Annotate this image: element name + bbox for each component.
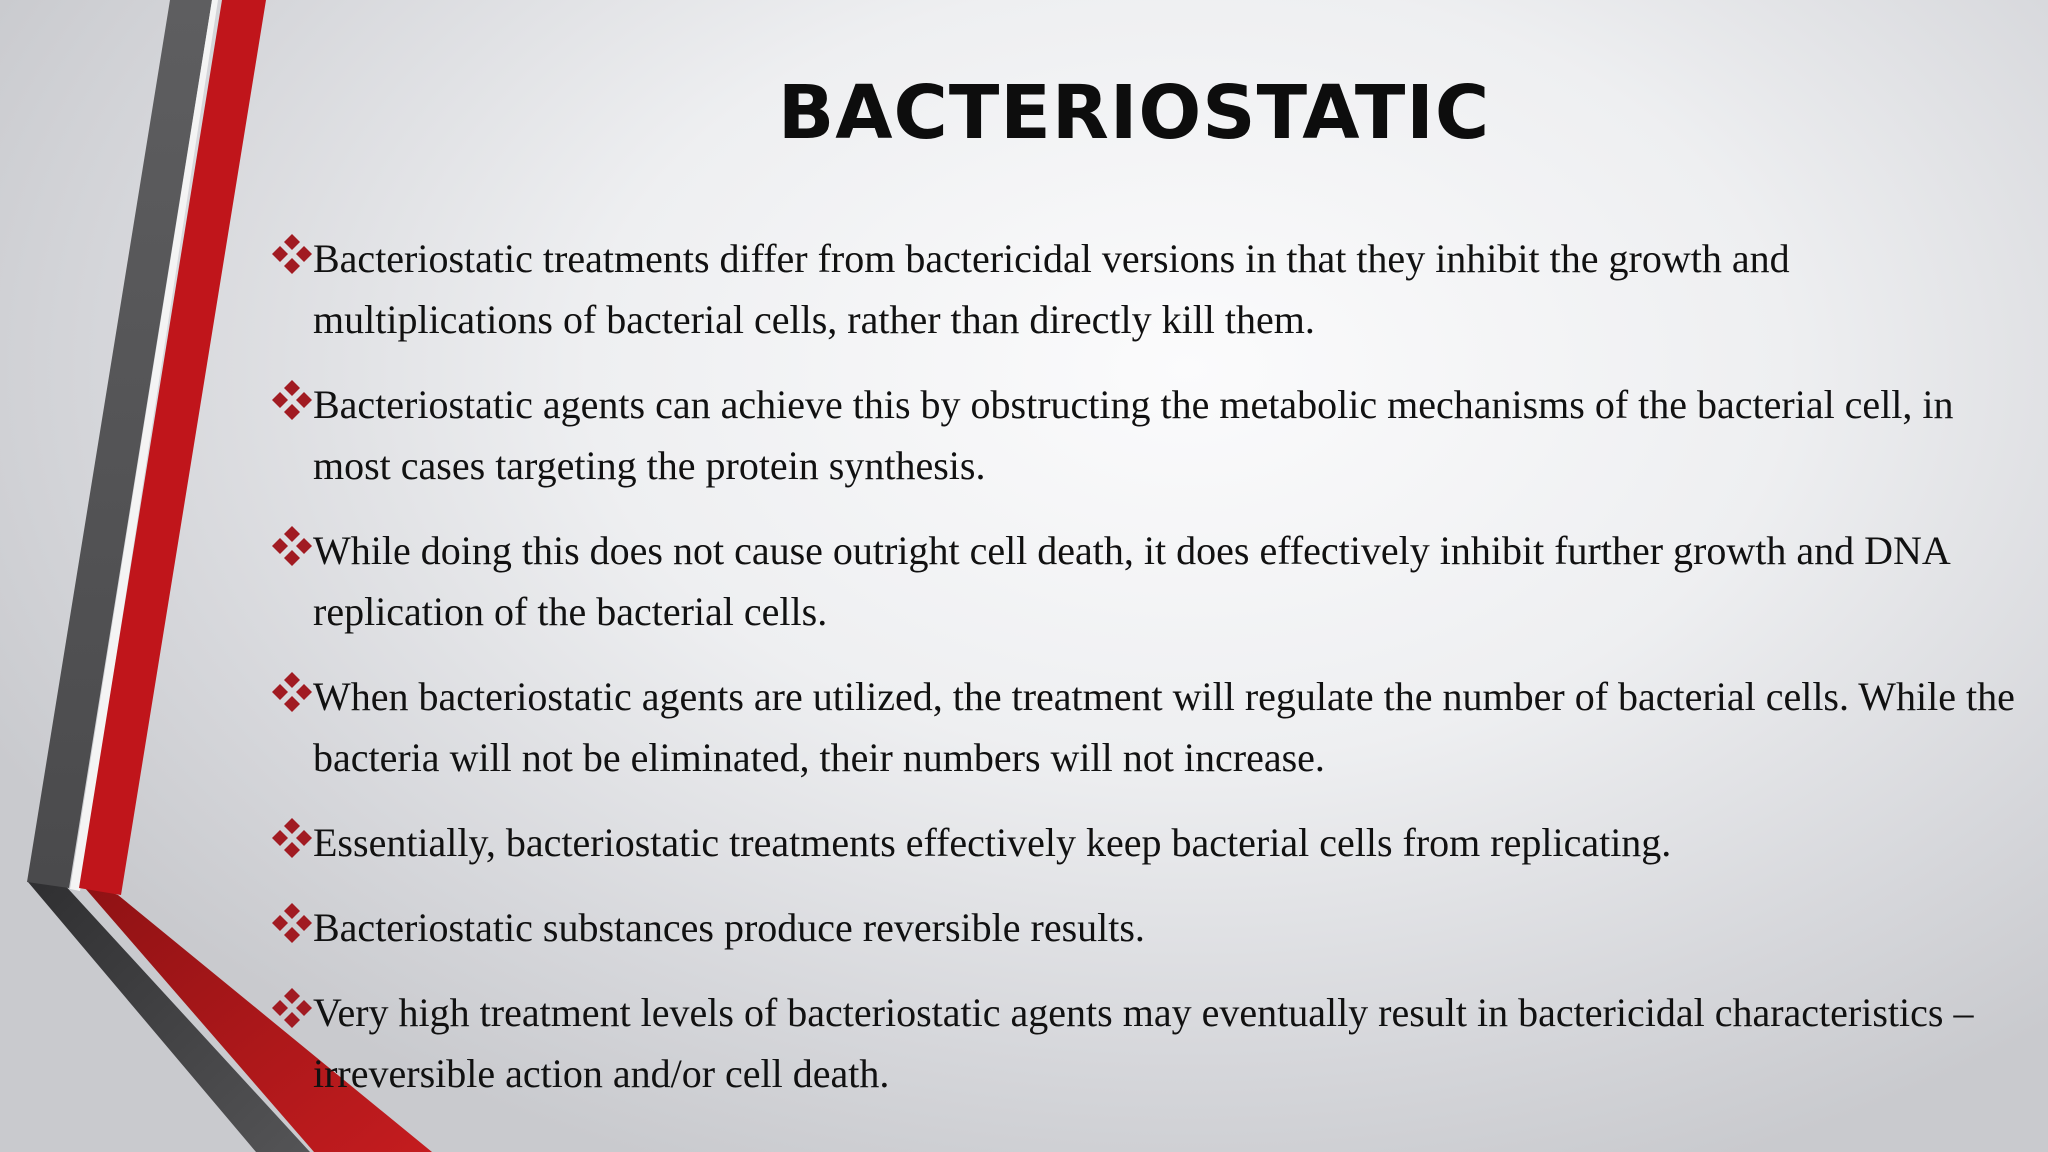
four-diamond-bullet-icon xyxy=(270,901,314,945)
bullet-item xyxy=(270,520,2020,642)
bullet-list xyxy=(270,228,2020,1128)
four-diamond-bullet-icon xyxy=(270,232,314,276)
bullet-text: While doing this does not cause outright cell death, it does effectively inhibit further growth and DNA replication of the bacterial cells. xyxy=(313,528,1949,634)
four-diamond-bullet-icon xyxy=(270,816,314,860)
lower-gray-band xyxy=(28,882,310,1152)
bullet-item xyxy=(270,666,2020,788)
bullet-text: Bacteriostatic agents can achieve this by obstructing the metabolic mechanisms of the bacterial cell, in most cases targeting the protein synthesis. xyxy=(313,382,1954,488)
bullet-text: Very high treatment levels of bacteriostatic agents may eventually result in bactericidal characteristics – irreversible action and/or cell death. xyxy=(313,990,1974,1096)
bullet-item xyxy=(270,982,2020,1104)
bullet-text: Bacteriostatic treatments differ from bactericidal versions in that they inhibit the growth and multiplications of bacterial cells, rather than directly kill them. xyxy=(313,236,1790,342)
slide-title: BACTERIOSTATIC xyxy=(777,70,1491,156)
bullet-item xyxy=(270,228,2020,350)
bullet-item xyxy=(270,812,2020,873)
bullet-item xyxy=(270,897,2020,958)
bullet-item xyxy=(270,374,2020,496)
bullet-text: When bacteriostatic agents are utilized, the treatment will regulate the number of bacterial cells. While the bacteria will not be eliminated, their numbers will not increase. xyxy=(313,674,2015,780)
bullet-text: Essentially, bacteriostatic treatments effectively keep bacterial cells from replicating. xyxy=(313,820,1672,865)
four-diamond-bullet-icon xyxy=(270,986,314,1030)
four-diamond-bullet-icon xyxy=(270,670,314,714)
four-diamond-bullet-icon xyxy=(270,378,314,422)
bullet-text: Bacteriostatic substances produce reversible results. xyxy=(313,905,1145,950)
white-separator xyxy=(70,0,218,891)
four-diamond-bullet-icon xyxy=(270,524,314,568)
